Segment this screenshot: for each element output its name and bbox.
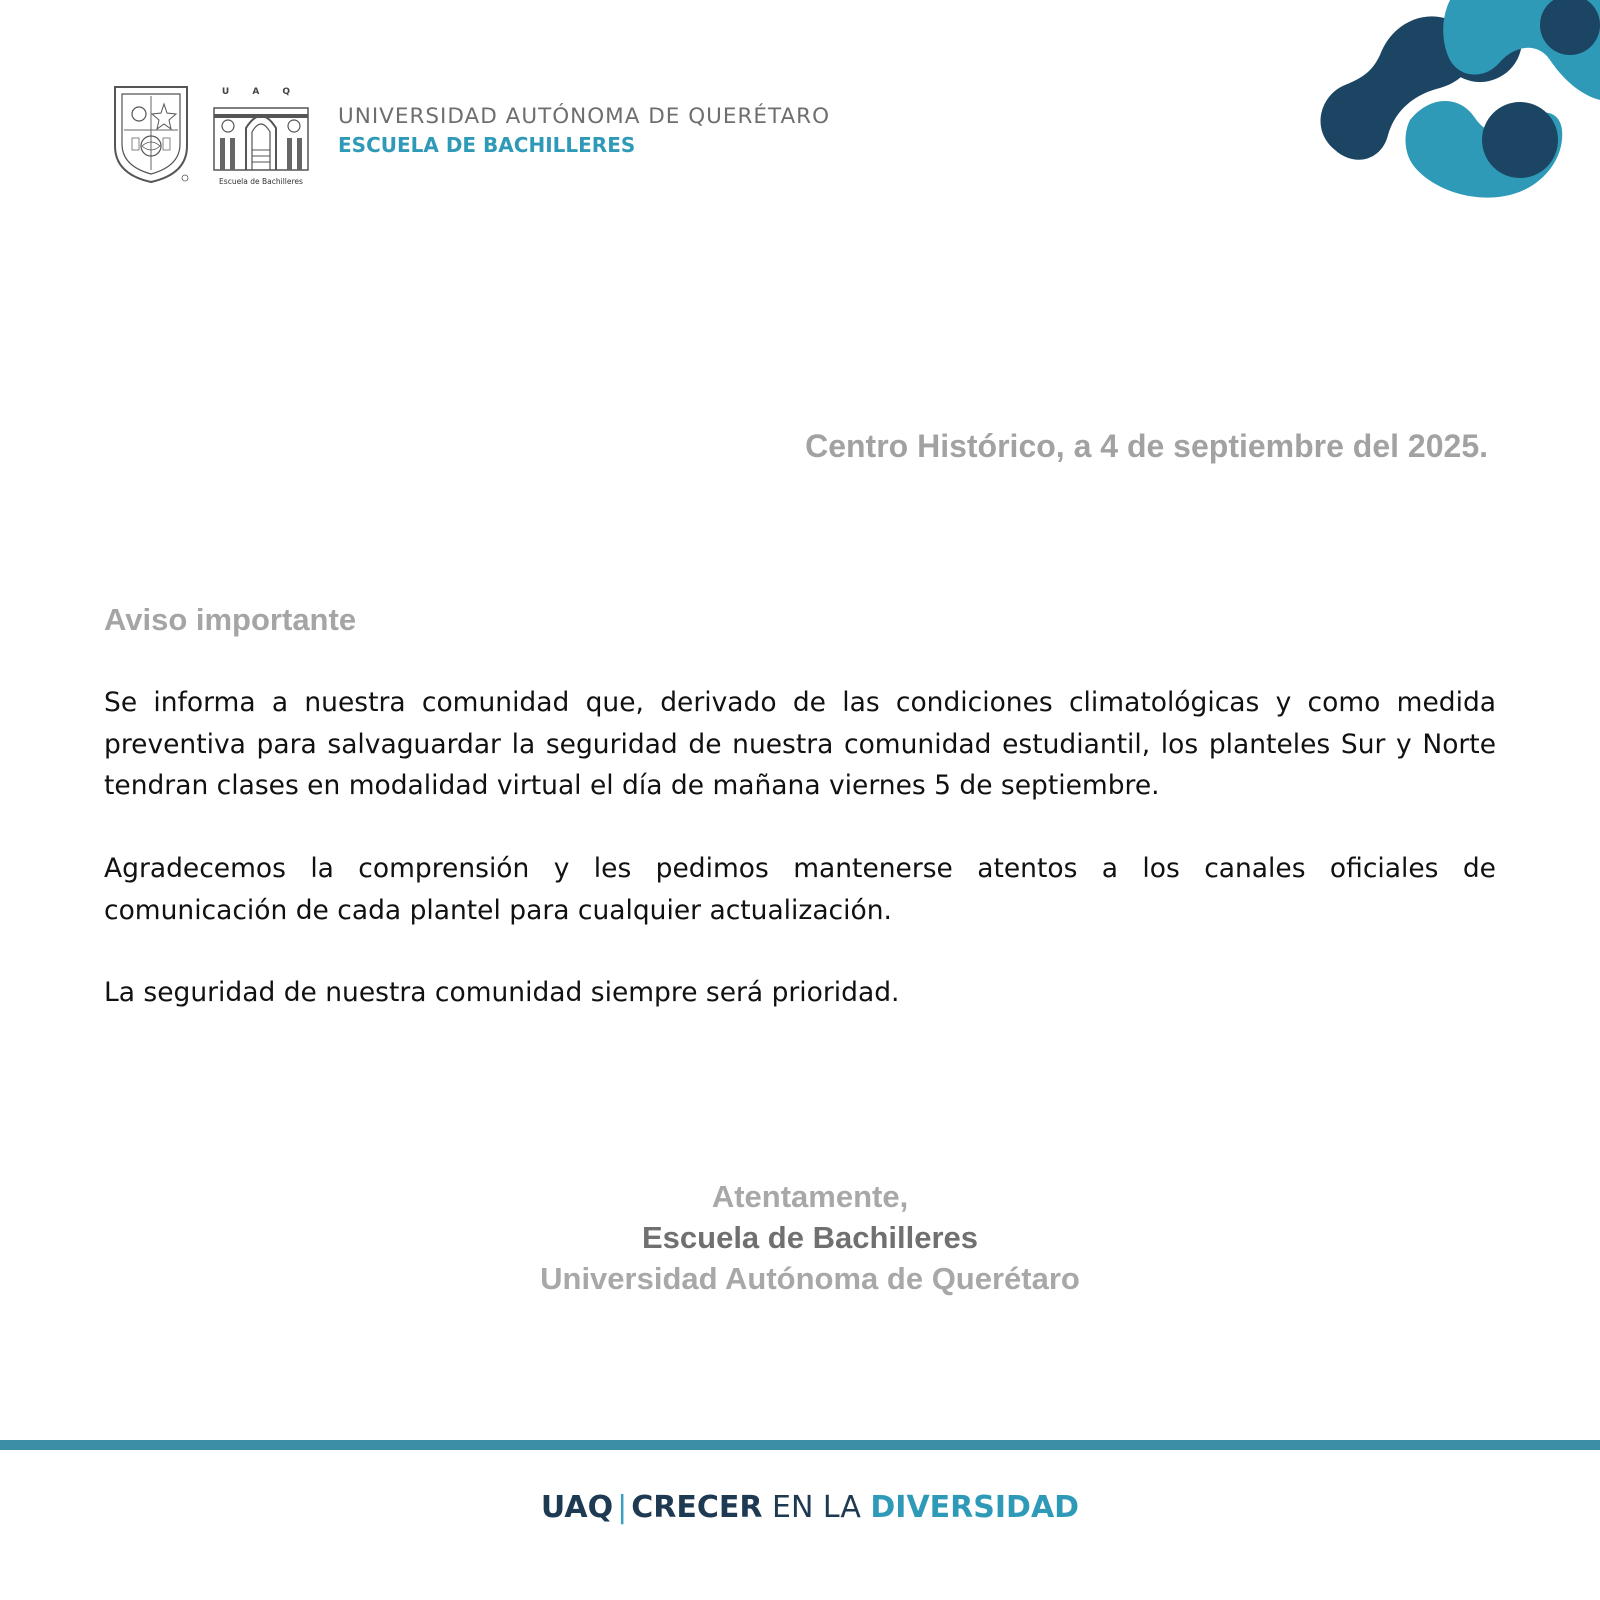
molecule-blobs-icon xyxy=(1300,0,1600,205)
school-lockup xyxy=(338,104,830,158)
closing-salutation: Atentamente, xyxy=(711,1179,909,1214)
footer-rule xyxy=(0,1440,1600,1450)
closing-institution: Universidad Autónoma de Querétaro xyxy=(540,1261,1080,1296)
slogan-crecer: CRECER xyxy=(631,1490,763,1525)
emblem-caption: Escuela de Bachilleres xyxy=(219,177,303,186)
body-paragraph-2: Agradecemos la comprensión y les pedimos mantenerse atentos a los canales oficiales de comunicación de cada plantel para cualquier actualización. xyxy=(104,853,1496,926)
body-paragraph-3: La seguridad de nuestra comunidad siempre será prioridad. xyxy=(104,977,900,1008)
date-line: Centro Histórico, a 4 de septiembre del 2025. xyxy=(805,428,1488,464)
slogan-en-la: EN LA xyxy=(771,1490,861,1525)
slogan-diversidad: DIVERSIDAD xyxy=(870,1490,1080,1525)
closing-signer: Escuela de Bachilleres xyxy=(641,1220,979,1255)
escuela-bachilleres-emblem-icon xyxy=(210,84,312,188)
university-name: UNIVERSIDAD AUTÓNOMA DE QUERÉTARO xyxy=(338,104,831,129)
body-paragraph-1: Se informa a nuestra comunidad que, derivado de las condiciones climatológicas y como medida preventiva para salvaguardar la seguridad de nuestra comunidad estudiantil, los planteles Sur y Norte tendran clases en modalidad virtual el día de mañana viernes 5 de septiembre. xyxy=(104,687,1496,801)
uaq-seal-icon xyxy=(112,84,190,184)
slogan-uaq: UAQ xyxy=(540,1490,614,1525)
footer-slogan xyxy=(0,1490,1600,1525)
emblem-top-letters: U A Q xyxy=(221,87,301,97)
slogan-separator: | xyxy=(617,1490,628,1525)
school-name: ESCUELA DE BACHILLERES xyxy=(338,133,636,157)
letterhead xyxy=(0,0,1600,220)
notice-title: Aviso importante xyxy=(104,602,357,637)
closing-signature xyxy=(0,1176,1600,1299)
